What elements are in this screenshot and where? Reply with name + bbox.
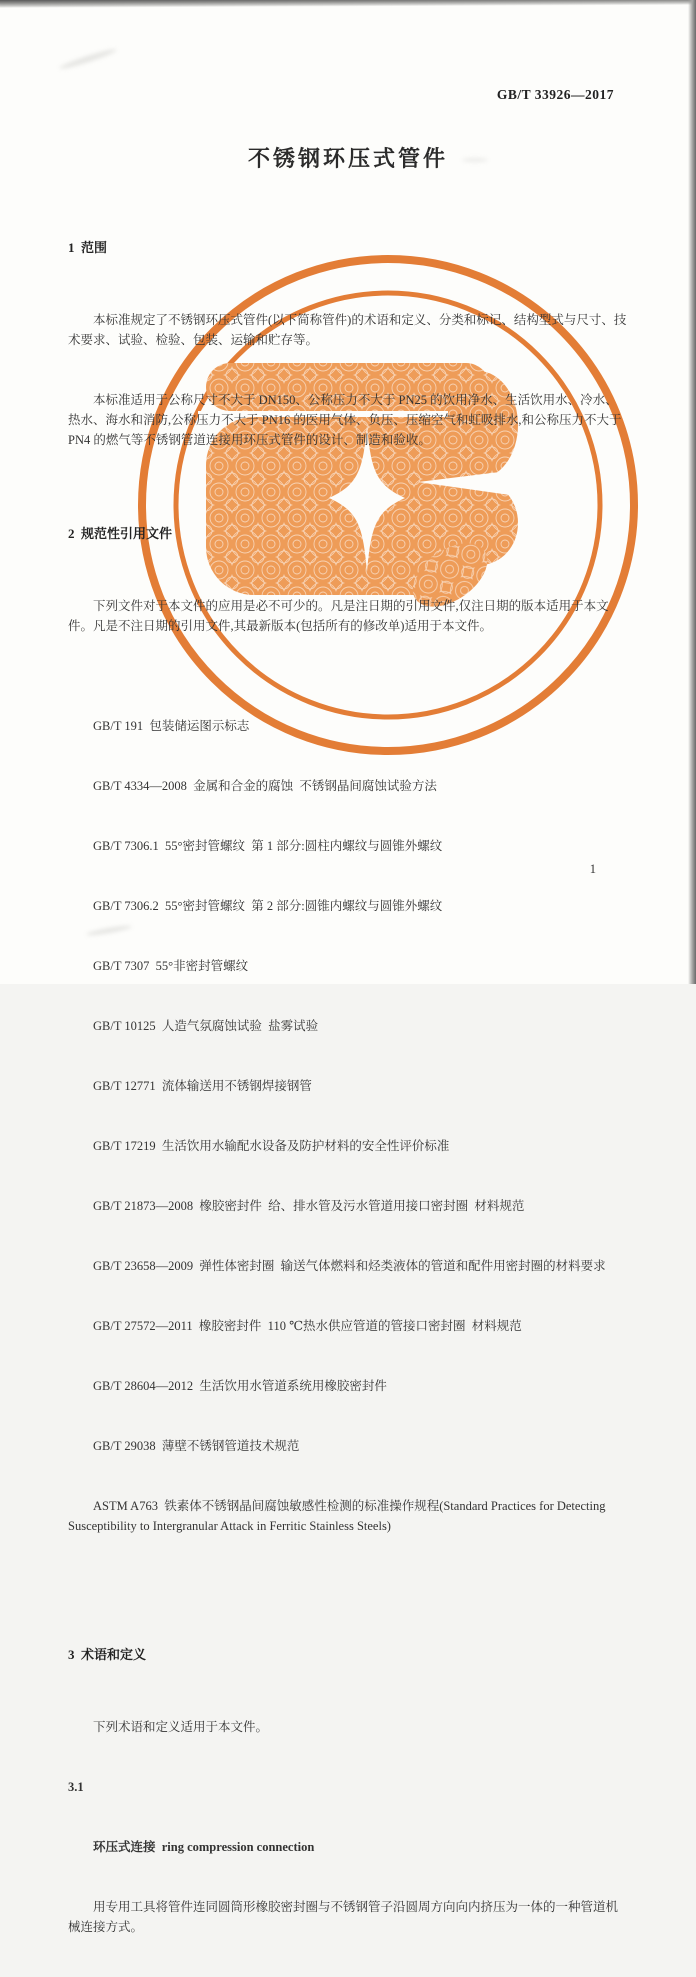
reference-item: GB/T 17219 生活饮用水输配水设备及防护材料的安全性评价标准 <box>93 1139 450 1153</box>
clause-number: 3.1 <box>68 1780 84 1794</box>
document-body <box>68 198 630 1977</box>
reference-item: GB/T 28604—2012 生活饮用水管道系统用橡胶密封件 <box>93 1379 387 1393</box>
reference-item: ASTM A763 铁素体不锈钢晶间腐蚀敏感性检测的标准操作规程(Standard Practices for Detecting Susceptibility to Intergranular Attack in Ferritic Stainless Steels) <box>68 1499 609 1533</box>
standard-code: GB/T 33926—2017 <box>496 87 614 102</box>
scan-edge-top <box>0 0 696 8</box>
reference-item: GB/T 7306.2 55°密封管螺纹 第 2 部分:圆锥内螺纹与圆锥外螺纹 <box>93 899 443 913</box>
scope-paragraph: 本标准规定了不锈钢环压式管件(以下简称管件)的术语和定义、分类和标记、结构型式与尺寸、技术要求、试验、检验、包装、运输和贮存等。 <box>68 313 627 347</box>
reference-list <box>68 676 630 1576</box>
reference-item: GB/T 7306.1 55°密封管螺纹 第 1 部分:圆柱内螺纹与圆锥外螺纹 <box>93 839 443 853</box>
scan-edge-right <box>688 0 696 984</box>
reference-item: GB/T 23658—2009 弹性体密封圈 输送气体燃料和烃类液体的管道和配件用密封圈的材料要求 <box>93 1259 606 1273</box>
page-title: 不锈钢环压式管件 <box>247 146 448 171</box>
reference-item: GB/T 191 包装储运图示标志 <box>93 719 250 733</box>
scan-artifact <box>59 47 118 71</box>
term-definition-text: 用专用工具将管件连同圆筒形橡胶密封圈与不锈钢管子沿圆周方向向内挤压为一体的一种管道机械连接方式。 <box>68 1900 619 1934</box>
terms-intro: 下列术语和定义适用于本文件。 <box>93 1720 269 1734</box>
section-heading-normative-references: 2 规范性引用文件 <box>68 526 173 541</box>
term-definition-title: 环压式连接 ring compression connection <box>93 1840 315 1854</box>
reference-item: GB/T 27572—2011 橡胶密封件 110 ℃热水供应管道的管接口密封圈 材料规范 <box>93 1319 522 1333</box>
reference-item: GB/T 12771 流体输送用不锈钢焊接钢管 <box>93 1079 312 1093</box>
reference-item: GB/T 4334—2008 金属和合金的腐蚀 不锈钢晶间腐蚀试验方法 <box>93 779 437 793</box>
page-number: 1 <box>589 862 596 876</box>
scope-paragraph: 本标准适用于公称尺寸不大于 DN150、公称压力不大于 PN25 的饮用净水、生活饮用水、冷水、热水、海水和消防,公称压力不大于 PN16 的医用气体、负压、压缩空气和虹吸排水,和公称压力不大于 PN4 的燃气等不锈钢管道连接用环压式管件的设计、制造和验收。 <box>68 393 625 447</box>
section-heading-scope: 1 范围 <box>68 240 108 255</box>
references-intro: 下列文件对于本文件的应用是必不可少的。凡是注日期的引用文件,仅注日期的版本适用于本文件。凡是不注日期的引用文件,其最新版本(包括所有的修改单)适用于本文件。 <box>68 599 609 633</box>
section-heading-terms: 3 术语和定义 <box>68 1647 147 1662</box>
reference-item: GB/T 29038 薄壁不锈钢管道技术规范 <box>93 1439 300 1453</box>
reference-item: GB/T 21873—2008 橡胶密封件 给、排水管及污水管道用接口密封圈 材料规范 <box>93 1199 525 1213</box>
reference-item: GB/T 10125 人造气氛腐蚀试验 盐雾试验 <box>93 1019 319 1033</box>
reference-item: GB/T 7307 55°非密封管螺纹 <box>93 959 249 973</box>
